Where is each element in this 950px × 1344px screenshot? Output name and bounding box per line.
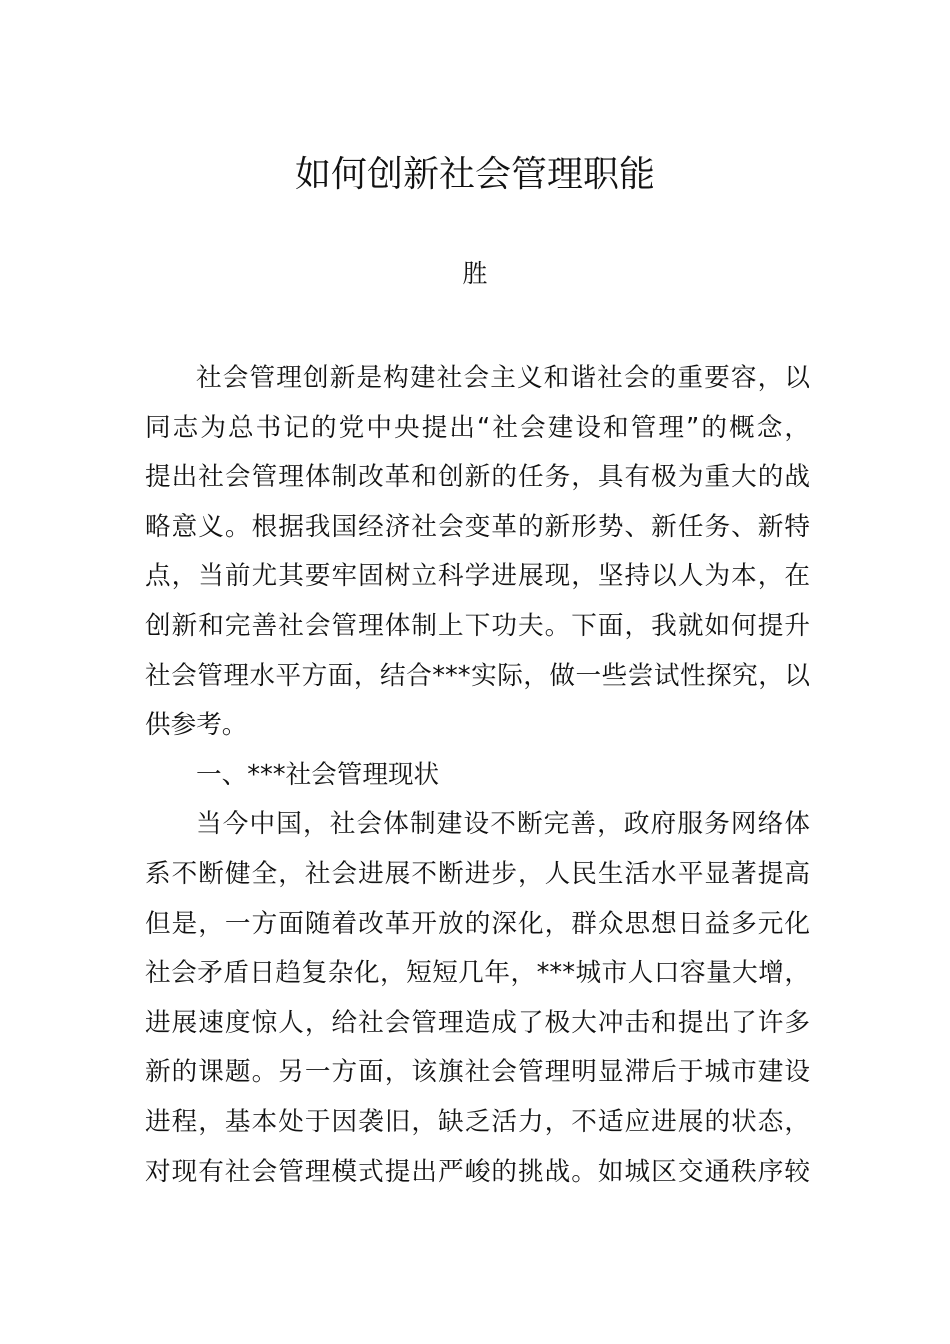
body-line: 社会矛盾日趋复杂化，短短几年，***城市人口容量大增， <box>145 958 810 989</box>
body-line: 创新和完善社会管理体制上下功夫。下面，我就如何提升 <box>145 610 810 641</box>
document-body <box>145 354 810 1197</box>
section-heading: 一、***社会管理现状 <box>196 759 440 790</box>
body-line: 供参考。 <box>145 710 248 741</box>
body-line: 社会管理水平方面，结合***实际，做一些尝试性探究，以 <box>145 660 810 691</box>
body-line: 提出社会管理体制改革和创新的任务，具有极为重大的战 <box>145 462 810 493</box>
body-line: 新的课题。另一方面，该旗社会管理明显滞后于城市建设 <box>145 1057 810 1088</box>
document-title: 如何创新社会管理职能 <box>294 154 655 195</box>
body-line: 进展速度惊人，给社会管理造成了极大冲击和提出了许多 <box>145 1007 810 1038</box>
body-line: 社会管理创新是构建社会主义和谐社会的重要容，以 <box>196 363 810 393</box>
body-line: 但是，一方面随着改革开放的深化，群众思想日益多元化 <box>145 908 810 939</box>
body-line: 略意义。根据我国经济社会变革的新形势、新任务、新特 <box>145 511 810 542</box>
body-line: 当今中国，社会体制建设不断完善，政府服务网络体 <box>196 809 810 840</box>
body-line: 同志为总书记的党中央提出“社会建设和管理”的概念， <box>145 412 810 443</box>
body-line: 进程，基本处于因袭旧，缺乏活力，不适应进展的状态， <box>145 1106 810 1137</box>
document-author: 胜 <box>462 259 488 288</box>
body-line: 对现有社会管理模式提出严峻的挑战。如城区交通秩序较 <box>145 1156 810 1187</box>
body-line: 点，当前尤其要牢固树立科学进展现，坚持以人为本，在 <box>145 561 810 592</box>
body-line: 系不断健全，社会进展不断进步，人民生活水平显著提高 <box>145 858 810 889</box>
